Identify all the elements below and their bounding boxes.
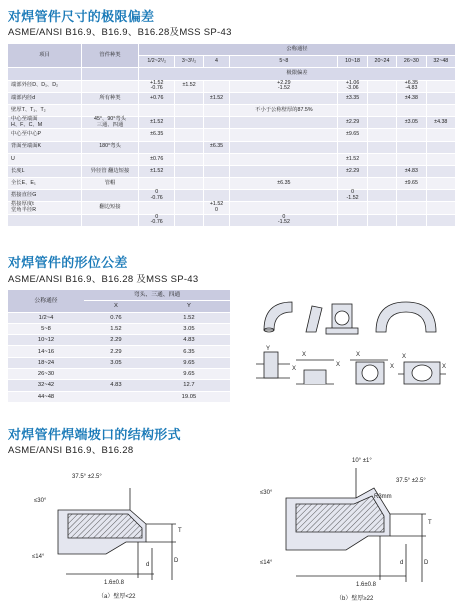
table-row xyxy=(8,346,230,357)
row-value xyxy=(175,214,203,226)
size-header: 10~18 xyxy=(338,56,367,68)
row-value xyxy=(367,117,396,129)
row-type: 180°弯头 xyxy=(82,141,139,153)
fig-b-caption: （b）壁厚≥22 xyxy=(336,596,374,602)
row-value xyxy=(426,80,455,92)
fig-b-T: T xyxy=(428,520,432,526)
row-value xyxy=(426,129,455,141)
row-value xyxy=(230,190,338,202)
row-value xyxy=(230,117,338,129)
row-value xyxy=(175,92,203,104)
row-type: 所有种类 xyxy=(82,92,139,104)
row-value xyxy=(139,104,175,116)
size-header: 1/2~2¹/₂ xyxy=(139,56,175,68)
table-row xyxy=(8,214,456,226)
fig-b-D: D xyxy=(424,560,429,566)
row-value xyxy=(203,178,230,190)
row-value xyxy=(397,141,426,153)
row-value: 0 -1.52 xyxy=(230,214,338,226)
row-x xyxy=(84,369,148,380)
col-type: 管件种类 xyxy=(82,44,139,68)
row-x: 2.29 xyxy=(84,335,148,346)
row-value xyxy=(397,153,426,165)
row-y: 9.65 xyxy=(148,357,230,368)
row-value: +0.76 xyxy=(139,92,175,104)
row-value: ±6.35 xyxy=(230,178,338,190)
row-value xyxy=(203,104,230,116)
row-x xyxy=(84,391,148,402)
section1-subtitle: ASME/ANSI B16.9、B16.9、B16.28及MSS SP-43 xyxy=(8,27,232,38)
row-value xyxy=(203,190,230,202)
row-value xyxy=(367,190,396,202)
row-value xyxy=(230,202,338,214)
svg-text:X: X xyxy=(442,364,447,370)
row-value xyxy=(367,165,396,177)
row-value: ±9.65 xyxy=(338,129,367,141)
row-value xyxy=(230,165,338,177)
row-value: 不小于公称壁厚的87.5% xyxy=(230,104,338,116)
row-value: 0 -1.52 xyxy=(338,190,367,202)
row-value xyxy=(397,104,426,116)
col-nominal: 公称通径 xyxy=(139,44,456,56)
row-value xyxy=(426,214,455,226)
row-value xyxy=(426,104,455,116)
table-row xyxy=(8,165,456,177)
row-value xyxy=(426,141,455,153)
row-value xyxy=(203,165,230,177)
svg-text:X: X xyxy=(390,364,395,370)
row-type xyxy=(82,129,139,141)
row-value: ±1.52 xyxy=(175,80,203,92)
row-value: ±6.35 xyxy=(203,141,230,153)
row-value xyxy=(367,178,396,190)
svg-text:X: X xyxy=(356,352,361,358)
row-value xyxy=(367,202,396,214)
fig-a-gap: 1.6±0.8 xyxy=(104,580,124,586)
row-value xyxy=(139,178,175,190)
svg-text:X: X xyxy=(302,352,307,358)
row-value xyxy=(426,202,455,214)
row-value xyxy=(203,80,230,92)
row-item: U xyxy=(8,153,82,165)
size-header: 26~30 xyxy=(397,56,426,68)
row-item: 背面至端面K xyxy=(8,141,82,153)
table-row xyxy=(8,391,230,402)
row-value: ±6.35 xyxy=(139,129,175,141)
row-value: +1.52 -0.76 xyxy=(139,80,175,92)
row-value: ±9.65 xyxy=(397,178,426,190)
row-value xyxy=(367,141,396,153)
row-value xyxy=(426,178,455,190)
bevel-figure-b xyxy=(256,452,456,602)
col-x: X xyxy=(84,301,148,312)
row-value xyxy=(367,104,396,116)
elbow-90-drawing xyxy=(264,302,292,330)
fig-a-angle-top: 37.5° ±2.5° xyxy=(72,474,102,480)
row-value: +1.52 0 xyxy=(203,202,230,214)
row-y: 12.7 xyxy=(148,380,230,391)
svg-text:X: X xyxy=(292,366,297,372)
row-x: 0.76 xyxy=(84,312,148,323)
row-value xyxy=(367,214,396,226)
fig-b-angle-14: ≤14° xyxy=(260,560,273,566)
row-type xyxy=(82,214,139,226)
svg-text:Y: Y xyxy=(266,346,271,352)
row-size: 18~24 xyxy=(8,357,84,368)
row-value xyxy=(338,104,367,116)
row-type xyxy=(82,190,139,202)
size-header: 20~24 xyxy=(367,56,396,68)
size-header: 5~8 xyxy=(230,56,338,68)
row-item: 壁厚T、T₁、T₂ xyxy=(8,104,82,116)
row-type: 管帽 xyxy=(82,178,139,190)
form-tolerance-table xyxy=(8,290,230,403)
row-x: 4.83 xyxy=(84,380,148,391)
section2-title: 对焊管件的形位公差 xyxy=(8,255,128,270)
table-row xyxy=(8,92,456,104)
row-size: 14~16 xyxy=(8,346,84,357)
row-size: 10~12 xyxy=(8,335,84,346)
row-type xyxy=(82,153,139,165)
size-header: 3~3¹/₂ xyxy=(175,56,203,68)
table-row xyxy=(8,357,230,368)
row-value: ±3.05 xyxy=(397,117,426,129)
row-y: 9.65 xyxy=(148,369,230,380)
section2-subtitle: ASME/ANSI B16.9、B16.28 及MSS SP-43 xyxy=(8,274,199,285)
row-value xyxy=(175,178,203,190)
size-header: 32~48 xyxy=(426,56,455,68)
table-row xyxy=(8,369,230,380)
fig-b-angle-top: 10° ±1° xyxy=(352,458,372,464)
row-value: ±1.52 xyxy=(203,92,230,104)
row-value: ±2.29 xyxy=(338,117,367,129)
row-x: 1.52 xyxy=(84,323,148,334)
table-row xyxy=(8,190,456,202)
row-value xyxy=(230,92,338,104)
table-row xyxy=(8,104,456,116)
row-value xyxy=(338,202,367,214)
fig-a-angle-30: ≤30° xyxy=(34,498,47,504)
row-type: 45°、90°弯头 三通、四通 xyxy=(82,117,139,129)
row-value: 0 -0.76 xyxy=(139,214,175,226)
col-item: 项目 xyxy=(8,44,82,68)
row-value: ±1.52 xyxy=(139,117,175,129)
row-value xyxy=(175,202,203,214)
table-row xyxy=(8,380,230,391)
table-row xyxy=(8,178,456,190)
row-value xyxy=(203,214,230,226)
row-value: ±4.38 xyxy=(397,92,426,104)
fig-b-gap: 1.6±0.8 xyxy=(356,582,376,588)
row-value: ±2.29 xyxy=(338,165,367,177)
fig-b-d: d xyxy=(400,560,404,566)
row-value xyxy=(230,153,338,165)
row-item: 全长E、E₁ xyxy=(8,178,82,190)
row-type xyxy=(82,80,139,92)
row-size: 44~48 xyxy=(8,391,84,402)
row-item xyxy=(8,214,82,226)
row-size: 26~30 xyxy=(8,369,84,380)
row-value xyxy=(203,153,230,165)
row-value: ±1.52 xyxy=(338,153,367,165)
row-x: 3.05 xyxy=(84,357,148,368)
row-y: 3.05 xyxy=(148,323,230,334)
row-x: 2.29 xyxy=(84,346,148,357)
row-type: 异径管 翻边短接 xyxy=(82,165,139,177)
row-y: 4.83 xyxy=(148,335,230,346)
svg-text:X: X xyxy=(336,362,341,368)
section3-title: 对焊管件焊端坡口的结构形式 xyxy=(8,427,181,442)
row-value xyxy=(367,92,396,104)
row-value xyxy=(175,117,203,129)
row-y: 1.52 xyxy=(148,312,230,323)
row-value: ±4.83 xyxy=(397,165,426,177)
row-value xyxy=(426,153,455,165)
row-value xyxy=(397,190,426,202)
row-value xyxy=(367,129,396,141)
row-value: +6.35 -4.83 xyxy=(397,80,426,92)
row-value: ±1.52 xyxy=(139,165,175,177)
fig-b-angle-30: ≤30° xyxy=(260,490,273,496)
row-value xyxy=(175,190,203,202)
limit-header: 极限偏差 xyxy=(139,68,456,80)
row-value: 0 -0.76 xyxy=(139,190,175,202)
return-bend-drawing xyxy=(376,302,436,332)
row-value xyxy=(230,141,338,153)
row-item: 端部内径d xyxy=(8,92,82,104)
row-value xyxy=(139,141,175,153)
row-item: 搭接直径G xyxy=(8,190,82,202)
row-value xyxy=(175,141,203,153)
row-item: 中心至中心P xyxy=(8,129,82,141)
row-value: ±3.35 xyxy=(338,92,367,104)
section3-subtitle: ASME/ANSI B16.9、B16.28 xyxy=(8,445,134,456)
row-value xyxy=(426,190,455,202)
row-value: ±4.38 xyxy=(426,117,455,129)
row-value xyxy=(338,214,367,226)
table-row xyxy=(8,129,456,141)
row-size: 1/2~4 xyxy=(8,312,84,323)
table-row xyxy=(8,153,456,165)
row-value: +2.29 -1.52 xyxy=(230,80,338,92)
row-value xyxy=(397,214,426,226)
fig-b-radius: R3mm xyxy=(374,494,392,500)
fig-a-caption: （a）壁厚<22 xyxy=(98,594,136,600)
table-row xyxy=(8,202,456,214)
row-value xyxy=(175,104,203,116)
row-value xyxy=(203,129,230,141)
row-value xyxy=(367,153,396,165)
col-nominal2: 公称通径 xyxy=(8,290,84,312)
svg-text:X: X xyxy=(402,354,407,360)
fig-a-angle-14: ≤14° xyxy=(32,554,45,560)
elbow-45-drawing xyxy=(306,306,322,332)
fittings-diagram xyxy=(246,288,458,396)
row-item: 搭接厚度t 堂角半径R xyxy=(8,202,82,214)
table-row xyxy=(8,335,230,346)
row-value xyxy=(338,178,367,190)
row-value xyxy=(203,117,230,129)
table-row xyxy=(8,312,230,323)
tolerance-table xyxy=(8,44,456,227)
row-item: 长度L xyxy=(8,165,82,177)
row-value xyxy=(139,202,175,214)
table-row xyxy=(8,80,456,92)
row-value: ±0.76 xyxy=(139,153,175,165)
row-y: 19.05 xyxy=(148,391,230,402)
row-size: 5~8 xyxy=(8,323,84,334)
fig-b-angle-bevel: 37.5° ±2.5° xyxy=(396,478,426,484)
row-item: 中心至端面 H、F、C、M xyxy=(8,117,82,129)
row-value xyxy=(230,129,338,141)
row-value xyxy=(175,129,203,141)
bevel-figure-a xyxy=(26,458,206,600)
row-value xyxy=(397,202,426,214)
row-value xyxy=(175,165,203,177)
row-type: 翻边短接 xyxy=(82,202,139,214)
row-value xyxy=(426,92,455,104)
table-row xyxy=(8,117,456,129)
size-header: 4 xyxy=(203,56,230,68)
row-value xyxy=(426,165,455,177)
fig-a-T: T xyxy=(178,528,182,534)
row-y: 6.35 xyxy=(148,346,230,357)
row-value: +1.06 -3.06 xyxy=(338,80,367,92)
row-value xyxy=(367,80,396,92)
row-size: 32~42 xyxy=(8,380,84,391)
col-y: Y xyxy=(148,301,230,312)
fig-a-d: d xyxy=(146,562,150,568)
col-group: 弯头、三通、四通 xyxy=(84,290,230,301)
row-value xyxy=(397,129,426,141)
row-value xyxy=(175,153,203,165)
table-row xyxy=(8,141,456,153)
fig-a-D: D xyxy=(174,558,179,564)
section1-title: 对焊管件尺寸的极限偏差 xyxy=(8,9,155,24)
row-type xyxy=(82,104,139,116)
row-value xyxy=(338,141,367,153)
row-item: 端部外径D、D₁、D₂ xyxy=(8,80,82,92)
table-row xyxy=(8,323,230,334)
